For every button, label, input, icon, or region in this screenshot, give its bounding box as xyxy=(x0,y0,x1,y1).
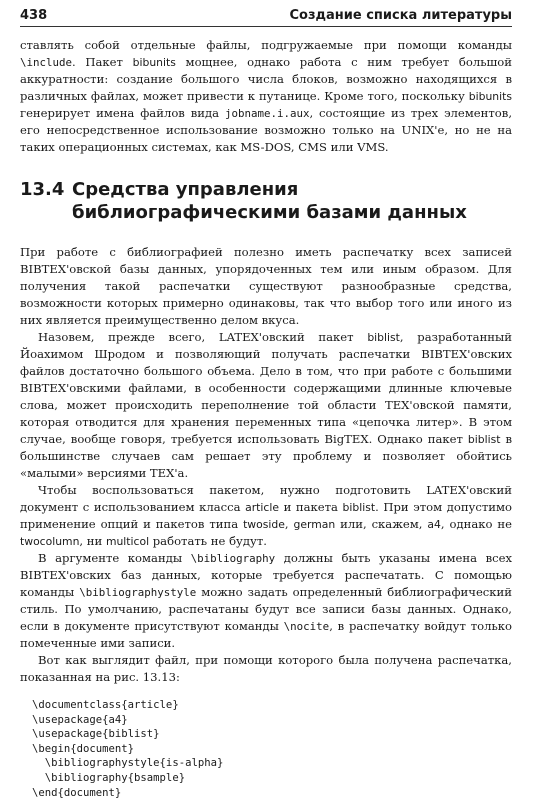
paragraph-5: Вот как выглядит файл, при помощи которого была получена распечатка, показанная на рис. 13.13: xyxy=(20,653,512,684)
page-number: 438 xyxy=(20,8,48,23)
paragraph-1: При работе с библиографией полезно иметь распечатку всех записей BIBTEX'овской базы данных, упорядоченных тем или иным образом. Для получения такой распечатки существуют разнообразные средства, возможности которых примерно одинаковы, так что выбор того или иного из них является преимущественно делом вкуса. xyxy=(20,245,512,327)
code-line: \usepackage{a4} xyxy=(32,713,128,726)
code-line: \usepackage{biblist} xyxy=(32,728,160,741)
code-line: \begin{document} xyxy=(32,742,135,755)
code-listing xyxy=(32,698,512,800)
file-pattern: jobname.i.aux xyxy=(224,107,310,120)
code-line: \end{document} xyxy=(32,786,122,799)
running-header xyxy=(20,8,512,27)
intro-paragraph: ставлять собой отдельные файлы, подгружаемые при помощи команды \include. Пакет bibunits мощнее, однако работа с ним требует большой аккуратности: создание большого числа блоков, возможно находящихся в различных файлах, может привести к путанице. Кроме того, поскольку bibunits генерирует имена файлов вида jobname.i.aux, состоящие из трех элементов, его непосредственное использование возможно только на UNIX'е, но не на таких операционных системах, как MS-DOS, CMS или VMS. xyxy=(20,38,512,154)
paragraph-2: Назовем, прежде всего, LATEX'овский пакет biblist, разработанный Йоахимом Шродом и позволяющий получать распечатки BIBTEX'овских файлов достаточно большого объема. Дело в том, что при работе с большими BIBTEX'овскими файлами, в особенности содержащими длинные ключевые слова, может происходить переполнение той области TEX'овской памяти, которая отводится для хранения переменных типа «цепочка литер». В этом случае, вообще говоря, требуется использовать BigTEX. Однако пакет biblist в большинстве случаев сам решает эту проблему и позволяет обойтись «малыми» версиями TEX'а. xyxy=(20,330,512,480)
code-line: \bibliography{bsample} xyxy=(32,771,186,784)
section-number: 13.4 xyxy=(20,179,65,200)
cmd-include: \include xyxy=(20,56,73,69)
paragraph-3: Чтобы воспользоваться пакетом, нужно подготовить LATEX'овский документ с использованием класса article и пакета biblist. При этом допустимо применение опций и пакетов типа twoside, german или, скажем, a4, однако не twocolumn, ни multicol работать не будут. xyxy=(20,483,513,548)
section-heading xyxy=(20,178,512,224)
chapter-title: Создание списка литературы xyxy=(289,8,512,23)
code-line: \documentclass{article} xyxy=(32,699,179,711)
paragraph-4: В аргументе команды \bibliography должны быть указаны имена всех BIBTEX'овских баз данных, которые требуется распечатать. С помощью команды \bibliographystyle можно задать определенный библиографический стиль. По умолчанию, распечатаны будут все записи базы данных. Однако, если в документе присутствуют команды \nocite, в распечатку войдут только помеченные ими записи. xyxy=(20,551,512,650)
section-title: Средства управления библиографическими базами данных xyxy=(72,179,467,223)
code-line: \bibliographystyle{is-alpha} xyxy=(32,757,224,770)
